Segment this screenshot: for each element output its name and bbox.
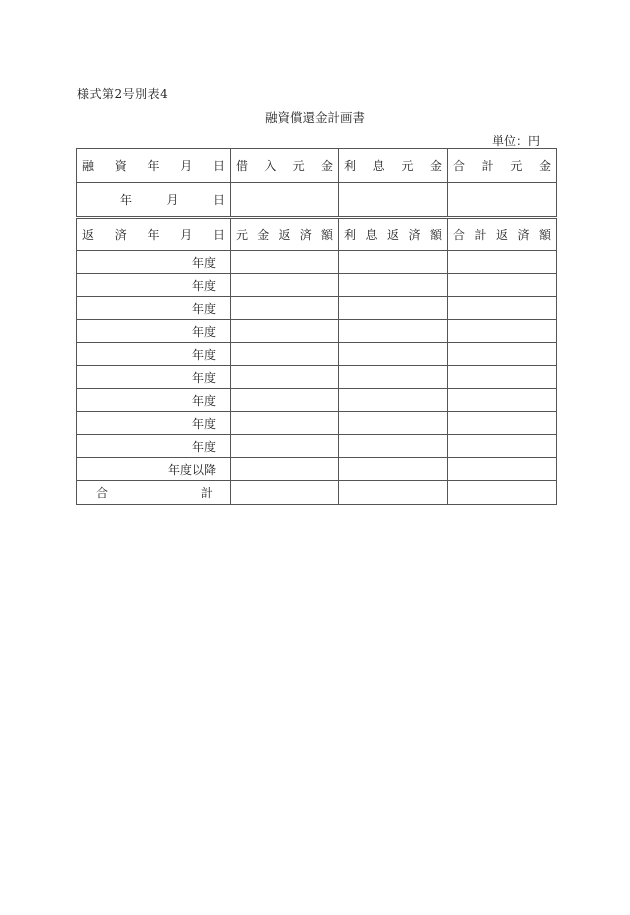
table-row — [77, 343, 557, 366]
table-row — [77, 458, 557, 481]
interest-repayment-cell — [339, 343, 448, 366]
principal-repayment-cell — [231, 274, 339, 297]
header-total-repayment: 合 計 返 済 額 — [448, 218, 557, 251]
fiscal-year-label: 年度 — [77, 412, 231, 435]
document-title: 融資償還金計画書 — [264, 110, 365, 125]
table-row — [77, 389, 557, 412]
fiscal-year-label: 年度以降 — [77, 458, 231, 481]
form-identifier: 様式第2号別表4 — [77, 87, 169, 101]
header-interest-principal: 利 息 元 金 — [339, 149, 448, 183]
principal-repayment-cell — [231, 320, 339, 343]
principal-repayment-cell — [231, 366, 339, 389]
interest-principal-value — [339, 183, 448, 218]
unit-label: 単位：円 — [492, 134, 541, 148]
header-loan-date: 融 資 年 月 日 — [77, 149, 231, 183]
grand-total — [448, 481, 557, 505]
total-repayment-cell — [448, 389, 557, 412]
loan-date-cell: 年 月 日 — [77, 183, 231, 218]
header-row-repayment — [77, 218, 557, 251]
repayment-plan-table — [76, 148, 557, 505]
table-row — [77, 412, 557, 435]
interest-repayment-cell — [339, 389, 448, 412]
interest-repayment-cell — [339, 412, 448, 435]
principal-repayment-cell — [231, 251, 339, 274]
fiscal-year-label: 年度 — [77, 320, 231, 343]
total-repayment-cell — [448, 320, 557, 343]
header-borrowed-principal: 借 入 元 金 — [231, 149, 339, 183]
table-row — [77, 320, 557, 343]
fiscal-year-label: 年度 — [77, 251, 231, 274]
fiscal-year-label: 年度 — [77, 343, 231, 366]
principal-repayment-cell — [231, 412, 339, 435]
total-repayment-cell — [448, 412, 557, 435]
principal-repayment-cell — [231, 297, 339, 320]
total-repayment-cell — [448, 366, 557, 389]
header-interest-repayment: 利 息 返 済 額 — [339, 218, 448, 251]
fiscal-year-label: 年度 — [77, 274, 231, 297]
interest-repayment-cell — [339, 366, 448, 389]
principal-repayment-cell — [231, 389, 339, 412]
table-row — [77, 251, 557, 274]
fiscal-year-label: 年度 — [77, 389, 231, 412]
table-row — [77, 366, 557, 389]
interest-repayment-cell — [339, 435, 448, 458]
fiscal-year-label: 年度 — [77, 366, 231, 389]
table-row — [77, 435, 557, 458]
principal-repayment-cell — [231, 343, 339, 366]
total-repayment-cell — [448, 297, 557, 320]
total-label: 合 計 — [77, 481, 231, 505]
total-row — [77, 481, 557, 505]
interest-repayment-total — [339, 481, 448, 505]
interest-repayment-cell — [339, 251, 448, 274]
principal-repayment-cell — [231, 458, 339, 481]
table-row — [77, 274, 557, 297]
interest-repayment-cell — [339, 320, 448, 343]
total-principal-value — [448, 183, 557, 218]
total-repayment-cell — [448, 458, 557, 481]
interest-repayment-cell — [339, 458, 448, 481]
table-row — [77, 297, 557, 320]
borrowed-principal-value — [231, 183, 339, 218]
principal-repayment-total — [231, 481, 339, 505]
total-repayment-cell — [448, 251, 557, 274]
principal-repayment-cell — [231, 435, 339, 458]
interest-repayment-cell — [339, 274, 448, 297]
header-total-principal: 合 計 元 金 — [448, 149, 557, 183]
total-repayment-cell — [448, 435, 557, 458]
total-repayment-cell — [448, 274, 557, 297]
fiscal-year-label: 年度 — [77, 435, 231, 458]
loan-date-row — [77, 183, 557, 218]
interest-repayment-cell — [339, 297, 448, 320]
header-principal-repayment: 元 金 返 済 額 — [231, 218, 339, 251]
header-row-loan — [77, 149, 557, 183]
fiscal-year-label: 年度 — [77, 297, 231, 320]
header-repayment-date: 返 済 年 月 日 — [77, 218, 231, 251]
total-repayment-cell — [448, 343, 557, 366]
